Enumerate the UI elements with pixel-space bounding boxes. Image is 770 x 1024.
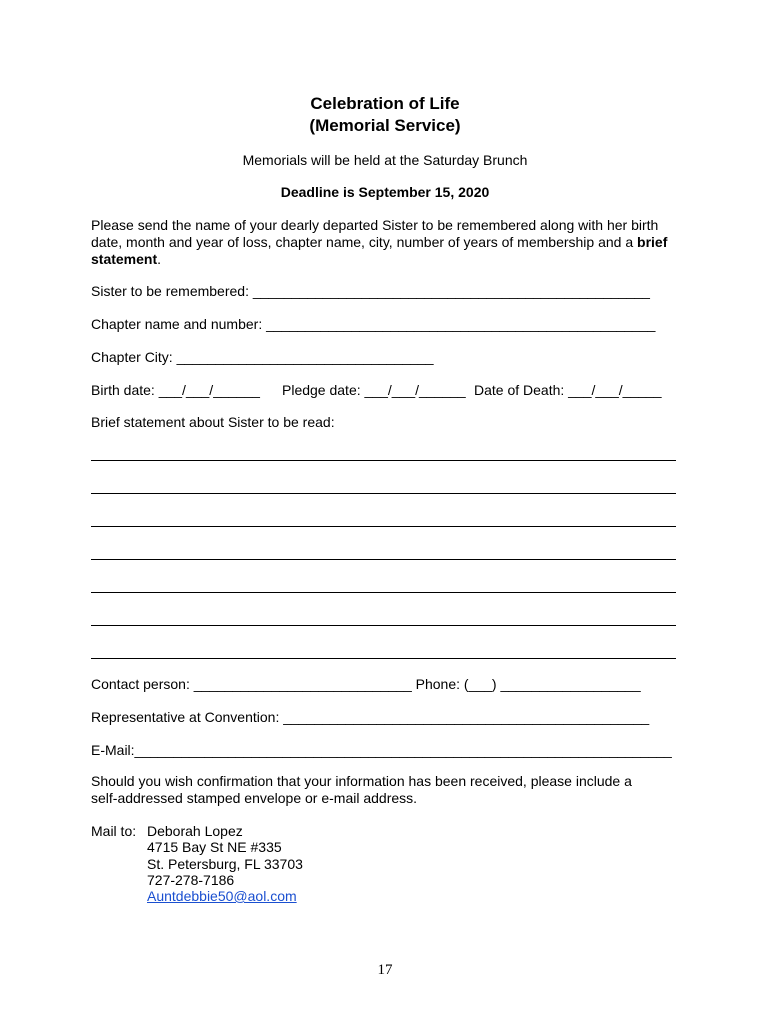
statement-line[interactable] <box>91 592 676 593</box>
pledge-date-field[interactable]: Pledge date: ___/___/______ <box>282 382 466 398</box>
intro-bold-text: brief statement <box>91 234 668 267</box>
statement-line[interactable] <box>91 559 676 560</box>
email-field[interactable]: E-Mail:_____________________________________________________________________ <box>91 742 672 758</box>
statement-line[interactable] <box>91 493 676 494</box>
subtitle: Memorials will be held at the Saturday Brunch <box>242 152 528 168</box>
mail-phone: 727-278-7186 <box>147 872 235 888</box>
intro-end: . <box>157 251 162 267</box>
mail-name: Deborah Lopez <box>147 823 243 839</box>
statement-label: Brief statement about Sister to be read: <box>91 414 335 430</box>
statement-line[interactable] <box>91 460 676 461</box>
death-date-field[interactable]: Date of Death: ___/___/_____ <box>474 382 662 398</box>
page-number: 17 <box>377 962 393 978</box>
contact-field[interactable]: Contact person: ____________________________ Phone: (___) __________________ <box>91 676 641 692</box>
chapter-city-field[interactable]: Chapter City: _________________________________ <box>91 349 434 365</box>
statement-line[interactable] <box>91 658 676 659</box>
chapter-name-field[interactable]: Chapter name and number: __________________________________________________ <box>91 316 656 332</box>
mail-to-label: Mail to: <box>91 823 137 839</box>
mail-street: 4715 Bay St NE #335 <box>147 839 282 855</box>
sister-field[interactable]: Sister to be remembered: ___________________________________________________ <box>91 283 650 299</box>
confirmation-text: Should you wish confirmation that your information has been received, please include a self-addressed stamped envelope or e-mail address. <box>91 773 632 806</box>
statement-line[interactable] <box>91 625 676 626</box>
statement-line[interactable] <box>91 526 676 527</box>
intro-text: Please send the name of your dearly departed Sister to be remembered along with her birth date, month and year of loss, chapter name, city, number of years of membership and a <box>91 217 659 250</box>
deadline: Deadline is September 15, 2020 <box>280 184 490 200</box>
intro-paragraph <box>91 217 691 268</box>
title-line-2: (Memorial Service) <box>309 116 461 135</box>
mail-city: St. Petersburg, FL 33703 <box>147 856 303 872</box>
birth-date-field[interactable]: Birth date: ___/___/______ <box>91 382 260 398</box>
representative-field[interactable]: Representative at Convention: _______________________________________________ <box>91 709 650 725</box>
mail-email-link[interactable]: Auntdebbie50@aol.com <box>147 888 297 904</box>
title-line-1: Celebration of Life <box>310 94 460 113</box>
